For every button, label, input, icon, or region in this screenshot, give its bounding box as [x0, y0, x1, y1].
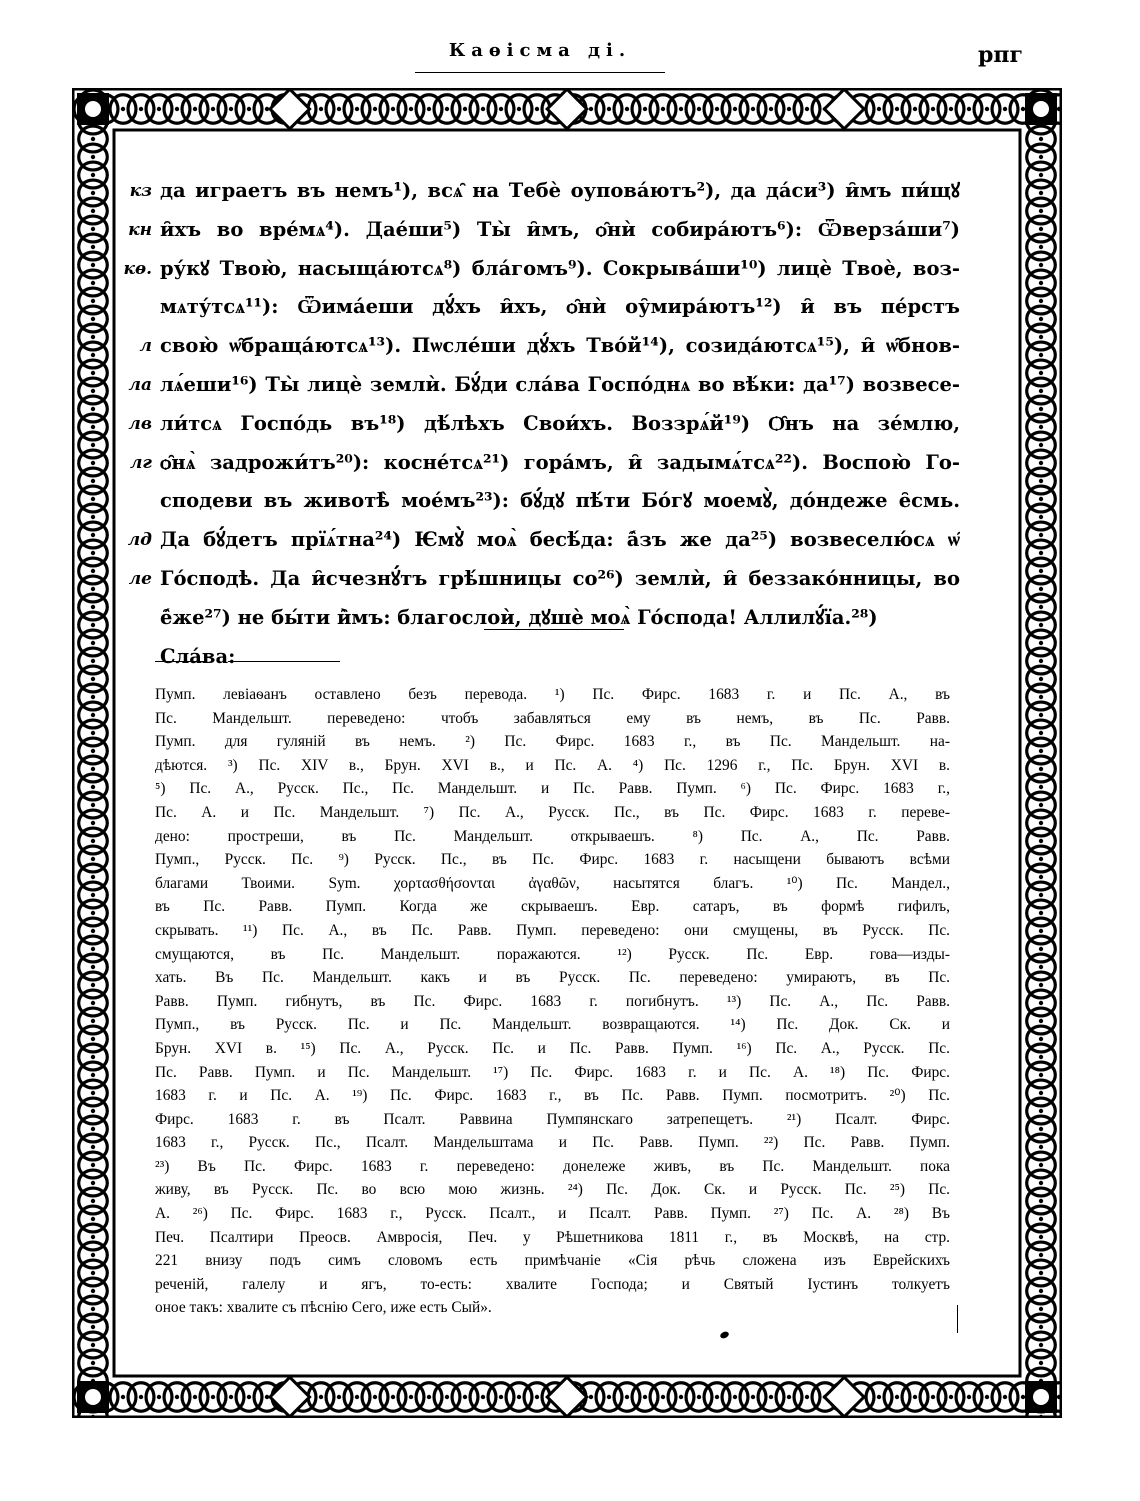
footnote-line: дѣются. ³) Пс. XIV в., Брун. XVI в., и Пс. А. ⁴) Пс. 1296 г., Пс. Брун. XVI в.	[155, 756, 950, 774]
text-line: лѧ́еши¹⁶) Ты̀ лицѐ землѝ. Бꙋ́ди сла́ва Госпо́днѧ во вѣ́ки: да¹⁷) возвесе-	[160, 372, 960, 396]
footnote-line: 1683 г. и Пс. А. ¹⁹) Пс. Фирс. 1683 г., въ Пс. Равв. Пумп. посмотритъ. ²⁰) Пс.	[155, 1087, 950, 1105]
margin-mark	[957, 1305, 958, 1333]
verse-number: кн	[128, 219, 152, 240]
footnotes	[155, 683, 950, 1320]
text-line: да играетъ въ немъ¹), всѧ̑ на Тебѐ оупова́ютъ²), да да́си³) и̑мъ пи́щꙋ	[160, 179, 960, 202]
text-line: и̑хъ во вре́мѧ⁴). Дае́ши⁵) Ты̀ и̑мъ, ѻ̑нѝ собира́ютъ⁶): Ѿверза́ши⁷)	[160, 217, 960, 241]
text-line: ли́тсѧ Госпо́дь въ¹⁸) дѣ́лѣхъ Свои́хъ. Воззрѧ́й¹⁹) Ѻ̑нъ на зе́млю,	[160, 411, 960, 435]
footnote-rule-short	[155, 661, 205, 662]
verse-number	[108, 638, 152, 677]
footnote-line: Пумп., въ Русск. Пс. и Пс. Мандельшт. возвращаются. ¹⁴) Пс. Док. Ск. и	[155, 1016, 950, 1034]
footnote-line: Пс. А. и Пс. Мандельшт. ⁷) Пс. А., Русск. Пс., въ Пс. Фирс. 1683 г. переве-	[155, 803, 950, 821]
footnote-line: Пс. Мандельшт. переведено: чтобъ забавляться ему въ немъ, въ Пс. Равв.	[155, 709, 950, 727]
footnote-line: реченій, галелу и ягъ, то-есть: хвалите Господа; и Святый Іустинъ толкуетъ	[155, 1275, 950, 1293]
verse-number	[108, 599, 152, 638]
footnote-line: скрывать. ¹¹) Пс. А., въ Пс. Равв. Пумп. переведено: они смущены, въ Русск. Пс.	[155, 921, 950, 939]
section-rule	[484, 629, 624, 630]
footnote-line: живу, въ Русск. Пс. во всю мою жизнь. ²⁴) Пс. Док. Ск. и Русск. Пс. ²⁵) Пс.	[155, 1181, 950, 1199]
footnote-line: хать. Въ Пс. Мандельшт. какъ и въ Русск. Пс. переведено: умираютъ, въ Пс.	[155, 969, 950, 987]
footnote-line: Фирс. 1683 г. въ Псалт. Раввина Пумпянскаго затрепещетъ. ²¹) Псалт. Фирс.	[155, 1110, 950, 1128]
running-title: Каѳісма ді.	[448, 40, 632, 61]
verse-number: ла	[128, 374, 152, 395]
verse-number	[108, 288, 152, 327]
footnote-line: Пс. Равв. Пумп. и Пс. Мандельшт. ¹⁷) Пс. Фирс. 1683 г. и Пс. А. ¹⁸) Пс. Фирс.	[155, 1063, 950, 1081]
footnote-line: 1683 г., Русск. Пс., Псалт. Мандельштама и Пс. Равв. Пумп. ²²) Пс. Равв. Пумп.	[155, 1134, 950, 1152]
text-line: мѧту́тсѧ¹¹): Ѿима́еши дꙋ́хъ и̑хъ, ѻ̑нѝ оу̑мира́ютъ¹²) и̑ въ пе́рстъ	[160, 295, 960, 319]
verse-number: кѳ.	[123, 258, 152, 279]
text-line: Да бꙋ́детъ прїѧ́тна²⁴) Ѥмꙋ̀ моѧ̀ бесѣ́да: а̑́зъ же да²⁵) возвеселю́сѧ ѡ̑	[160, 528, 960, 552]
text-line: сподеви въ животѣ̀ мое́мъ²³): бꙋ́дꙋ пѣ́ти Бо́гꙋ моемꙋ̀, до́ндеже е̑смь.	[160, 489, 960, 513]
verse-number-column	[108, 172, 152, 676]
footnote-line: смущаются, въ Пс. Мандельшт. поражаются. ¹²) Русск. Пс. Евр. гова—изды-	[155, 945, 950, 963]
footnote-line: Равв. Пумп. гибнутъ, въ Пс. Фирс. 1683 г. погибнутъ. ¹³) Пс. А., Пс. Равв.	[155, 992, 950, 1010]
verse-number: кз	[129, 181, 152, 201]
footnote-line: благами Твоими. Sym. χορτασθήσονται ἀγαθῶν, насытятся благъ. ¹⁰) Пс. Мандел.,	[155, 874, 950, 892]
verse-number: л	[139, 336, 152, 357]
verse-number: лд	[127, 530, 152, 551]
footnote-line: въ Пс. Равв. Пумп. Когда же скрываешъ. Евр. сатаръ, въ формѣ гифилъ,	[155, 898, 950, 916]
footnote-rule-long	[228, 661, 340, 662]
footnote-line: дено: простреши, въ Пс. Мандельшт. открываешъ. ⁸) Пс. А., Пс. Равв.	[155, 827, 950, 845]
text-line: свою̀ ѡ̑браща́ютсѧ¹³). Пѡсле́ши дꙋ́хъ Тво́й¹⁴), созида́ютсѧ¹⁵), и̑ ѡ̑бнов-	[160, 334, 960, 358]
text-line: е̑́же²⁷) не бы́ти и̑̀мъ: благослоѝ, дꙋшѐ моѧ̀ Го́спода! Аллилꙋ́їа.²⁸)	[160, 605, 878, 629]
text-line: Го́сподѣ. Да и̑счезнꙋ́тъ грѣ́шницы со²⁶) землѝ, и̑ беззако́нницы, во	[160, 566, 960, 590]
psalm-text	[160, 172, 960, 676]
text-line: ру́кꙋ Твою̀, насыща́ютсѧ⁸) бла́гомъ⁹). Сокрыва́ши¹⁰) лицѐ Твоѐ, воз-	[160, 256, 960, 280]
footnote-line: ⁵) Пс. А., Русск. Пс., Пс. Мандельшт. и Пс. Равв. Пумп. ⁶) Пс. Фирс. 1683 г.,	[155, 780, 950, 798]
footnote-line: Пумп., Русск. Пс. ⁹) Русск. Пс., въ Пс. Фирс. 1683 г. насыщени бываютъ всѣми	[155, 851, 950, 869]
verse-number: лв	[128, 413, 152, 434]
footnote-line: Пумп. левіаѳанъ оставлено безъ перевода. ¹) Пс. Фирс. 1683 г. и Пс. А., въ	[155, 686, 950, 703]
verse-number	[108, 482, 152, 521]
footnote-line: Пумп. для гуляній въ немъ. ²) Пс. Фирс. 1683 г., въ Пс. Мандельшт. на-	[155, 733, 950, 751]
footnote-line: 221 внизу подъ симъ словомъ есть примѣчаніе «Сія рѣчь сложена изъ Еврейскихъ	[155, 1252, 950, 1270]
footnote-line: А. ²⁶) Пс. Фирс. 1683 г., Русск. Псалт., и Псалт. Равв. Пумп. ²⁷) Пс. А. ²⁸) Въ	[155, 1205, 950, 1223]
page-number: рпг	[978, 42, 1023, 68]
running-head	[415, 40, 665, 73]
footnote-line: Брун. XVI в. ¹⁵) Пс. А., Русск. Пс. и Пс. Равв. Пумп. ¹⁶) Пс. А., Русск. Пс.	[155, 1039, 950, 1057]
text-line: ѻ̑нѧ̀ задрожи́тъ²⁰): косне́тсѧ²¹) гора́мъ, и̑ задымѧ́тсѧ²²). Воспою̀ Го-	[160, 450, 960, 474]
footnote-line: оное такъ: хвалите съ пѣснію Сего, иже есть Сый».	[155, 1299, 492, 1317]
verse-number: ле	[128, 568, 152, 589]
verse-number: лг	[129, 452, 152, 473]
slava-heading: Сла́ва:	[160, 644, 236, 668]
footnote-line: Печ. Псалтири Преосв. Амвросія, Печ. у Рѣшетникова 1811 г., въ Москвѣ, на стр.	[155, 1228, 950, 1246]
footnote-line: ²³) Въ Пс. Фирс. 1683 г. переведено: донележе живъ, въ Пс. Мандельшт. пока	[155, 1157, 950, 1175]
